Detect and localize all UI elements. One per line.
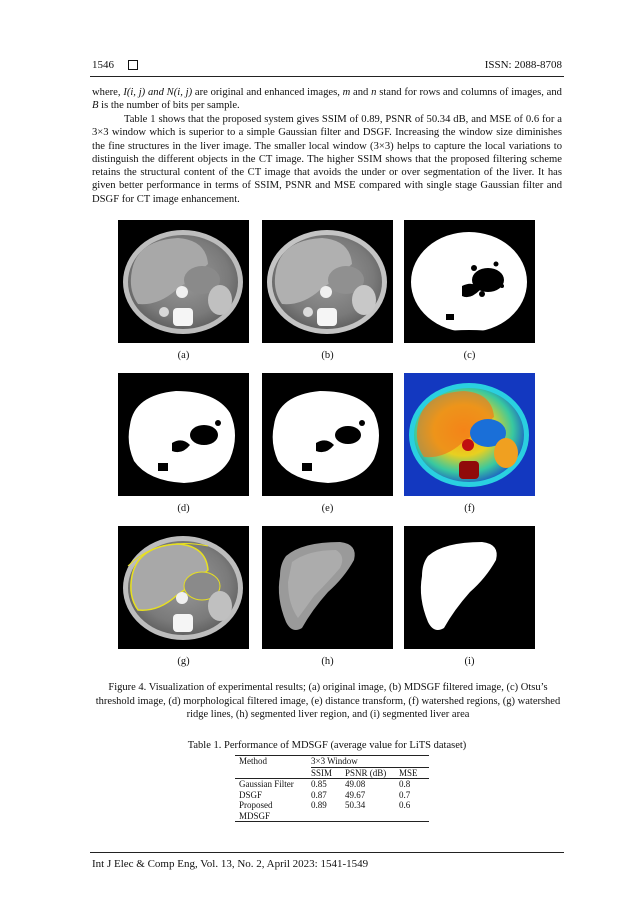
math-inline: B bbox=[92, 100, 99, 112]
ssim-cell: 0.87 bbox=[311, 789, 327, 800]
figure-g-watershed-ridge-lines bbox=[118, 526, 249, 649]
text-span: stand for rows and columns of images, and bbox=[376, 87, 562, 98]
figure-label-f: (f) bbox=[464, 503, 475, 514]
ssim-cell: 0.85 bbox=[311, 779, 327, 789]
table-caption: Table 1. Performance of MDSGF (average value for LiTS dataset) bbox=[187, 740, 467, 751]
math-inline: I(i, j) and N(i, j) bbox=[123, 87, 193, 98]
figure-label-b: (b) bbox=[321, 350, 334, 361]
mse-cell: 0.7 bbox=[399, 789, 411, 800]
mse-cell: 0.6 bbox=[399, 800, 411, 810]
results-table bbox=[235, 755, 429, 822]
figure-a-original-ct bbox=[118, 220, 249, 343]
psnr-cell: 49.67 bbox=[345, 789, 366, 800]
paragraph-results bbox=[92, 113, 562, 206]
paragraph-results-text: Table 1 shows that the proposed system gives SSIM of 0.89, PSNR of 50.34 dB, and MSE of 0.6 for a 3×3 window which is superior to a simple Gaussian filter and DSGF. Increasing the window size diminishes the fine structures in the liver image. The smaller local window (3×3) helps to capture the local variations to distinguish the different objects in the CT image. The higher SSIM shows that the proposed filtering scheme retains the structural content of the CT image that avoids the under or over segmentation of the liver. It has given better performance in terms of SSIM, PSNR and MSE compared with single stage Gaussian filter and DSGF for CT image enhancement. bbox=[92, 114, 562, 205]
psnr-cell: 49.08 bbox=[345, 779, 366, 789]
empty-cell bbox=[235, 767, 311, 779]
method-header: Method bbox=[239, 756, 267, 766]
math-inline: n bbox=[371, 87, 377, 98]
figure-c-otsu-threshold bbox=[404, 220, 535, 343]
page-header bbox=[92, 59, 562, 75]
figure-label-h: (h) bbox=[321, 656, 334, 667]
figure-f-watershed-regions bbox=[404, 373, 535, 496]
figure-e-distance-transform bbox=[262, 373, 393, 496]
table-row bbox=[235, 790, 429, 801]
figure-h-segmented-liver-region bbox=[262, 526, 393, 649]
page-footer: Int J Elec & Comp Eng, Vol. 13, No. 2, April 2023: 1541-1549 bbox=[92, 858, 369, 870]
figure-label-a: (a) bbox=[177, 350, 190, 361]
group-header: 3×3 Window bbox=[311, 756, 429, 768]
table-row bbox=[235, 779, 429, 790]
text-span: and bbox=[350, 87, 372, 98]
math-inline: m bbox=[342, 87, 351, 98]
header-rule bbox=[90, 76, 564, 77]
text-span: are original and enhanced images, bbox=[192, 87, 343, 98]
page-number: 1546 bbox=[92, 59, 114, 71]
method-cell: Proposed MDSGF bbox=[239, 800, 273, 821]
psnr-cell: 50.34 bbox=[345, 800, 366, 810]
ssim-cell: 0.89 bbox=[311, 800, 327, 810]
table-row bbox=[235, 800, 429, 822]
column-header: PSNR (dB) bbox=[345, 767, 387, 778]
figure-label-c: (c) bbox=[463, 350, 476, 361]
column-header: SSIM bbox=[311, 767, 333, 778]
table-subheader-row bbox=[235, 767, 429, 779]
figure-caption: Figure 4. Visualization of experimental results; (a) original image, (b) MDSGF filtered image, (c) Otsu’s threshold image, (d) morphological filtered image, (e) distance transform, (f) watershed regions, (g) watershed ridge lines, (h) segmented liver region, and (i) segmented liver area bbox=[95, 682, 561, 721]
footer-rule bbox=[90, 852, 564, 853]
paragraph-equation-note bbox=[92, 86, 562, 113]
mse-cell: 0.8 bbox=[399, 779, 411, 789]
box-icon bbox=[128, 60, 138, 70]
text-span: is the number of bits per sample. bbox=[98, 100, 240, 112]
figure-label-i: (i) bbox=[464, 656, 475, 667]
figure-label-g: (g) bbox=[177, 656, 190, 667]
figure-label-d: (d) bbox=[177, 503, 190, 514]
figure-b-mdsgf-filtered bbox=[262, 220, 393, 343]
method-cell: DSGF bbox=[239, 789, 263, 800]
text-span: where, bbox=[92, 87, 124, 98]
figure-d-morphological bbox=[118, 373, 249, 496]
figure-i-segmented-liver-area bbox=[404, 526, 535, 649]
figure-label-e: (e) bbox=[321, 503, 334, 514]
column-header: MSE bbox=[399, 767, 418, 778]
table-header-row bbox=[235, 756, 429, 768]
method-cell: Gaussian Filter bbox=[239, 779, 294, 789]
issn: ISSN: 2088-8708 bbox=[484, 59, 562, 71]
